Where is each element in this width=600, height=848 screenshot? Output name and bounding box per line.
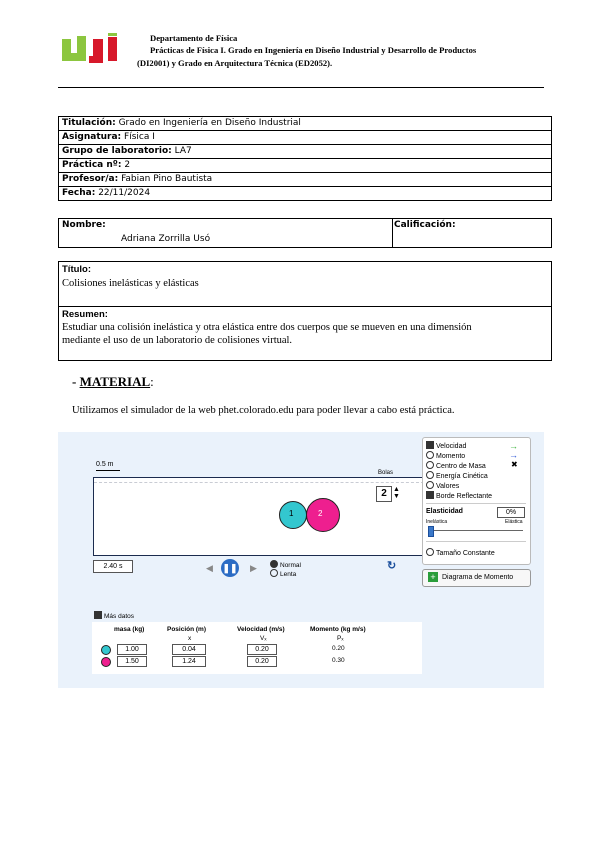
- momentum-arrow-icon: →: [509, 450, 518, 460]
- speed-normal[interactable]: Normal: [270, 560, 301, 569]
- row-profesor: Profesor/a: Fabian Pino Bautista: [59, 173, 551, 187]
- row-titulacion: Titulación: Grado en Ingeniería en Diseño Industrial: [59, 117, 551, 131]
- opt-kinetic[interactable]: Energía Cinética: [426, 471, 488, 481]
- speed-slow[interactable]: Lenta: [270, 569, 296, 578]
- row2-vel[interactable]: 0.20: [247, 656, 277, 667]
- elasticity-slider-thumb[interactable]: [428, 526, 434, 537]
- opt-momentum[interactable]: Momento: [426, 451, 465, 461]
- opt-reflecting[interactable]: Borde Reflectante: [426, 491, 492, 501]
- title-summary-box: [58, 261, 552, 361]
- elasticity-label: Elasticidad: [426, 508, 463, 515]
- simulator-screenshot: [58, 432, 544, 688]
- calificacion-label: Calificación:: [394, 220, 456, 230]
- center-mass-icon: ✖: [511, 460, 518, 469]
- course-title-line2: (DI2001) y Grado en Arquitectura Técnica (ED2052).: [137, 58, 333, 68]
- row2-mass[interactable]: 1.50: [117, 656, 147, 667]
- resumen-line2: mediante el uso de un laboratorio de colisiones virtual.: [62, 335, 293, 346]
- velocity-arrow-icon: →: [509, 441, 518, 451]
- info-table: [58, 116, 552, 201]
- row2-mom: 0.30: [332, 657, 345, 664]
- opt-velocity[interactable]: Velocidad: [426, 441, 466, 451]
- nombre-label: Nombre:: [62, 220, 106, 230]
- intro-text: Utilizamos el simulador de la web phet.colorado.edu para poder llevar a cabo está práctica.: [72, 405, 455, 416]
- more-data-toggle[interactable]: Más datos: [94, 611, 134, 620]
- data-table: masa (kg) Posición (m) Velocidad (m/s) Momento (kg m/s) x Vₓ Pₓ 1.00 0.04 0.20 0.20 1.50 1.24 0.20 0.30: [92, 622, 422, 674]
- plus-icon: +: [428, 572, 438, 582]
- elastic-label: Elástica: [505, 519, 523, 525]
- balls-label: Bolas: [378, 470, 394, 476]
- titulo-label: Título:: [62, 264, 92, 275]
- momentum-diagram-button[interactable]: + Diagrama de Momento: [422, 569, 531, 587]
- row1-ball-icon: [101, 645, 111, 655]
- student-name: Adriana Zorrilla Usó: [121, 234, 211, 244]
- ball-1[interactable]: 1: [279, 501, 307, 529]
- student-table: [58, 218, 552, 248]
- row2-pos[interactable]: 1.24: [172, 656, 206, 667]
- step-back-icon[interactable]: ◀︎: [206, 563, 213, 573]
- ruler-label: 0.5 m: [96, 461, 114, 468]
- material-heading: - MATERIAL:: [72, 374, 154, 389]
- row1-mass[interactable]: 1.00: [117, 644, 147, 655]
- row1-pos[interactable]: 0.04: [172, 644, 206, 655]
- opt-constant-size[interactable]: Tamaño Constante: [426, 548, 495, 558]
- opt-values[interactable]: Valores: [426, 481, 459, 491]
- row-grupo: Grupo de laboratorio: LA7: [59, 145, 551, 159]
- elasticity-value[interactable]: 0%: [497, 507, 525, 518]
- uji-logo: [62, 33, 132, 65]
- reset-icon[interactable]: ↻: [387, 560, 397, 572]
- row1-vel[interactable]: 0.20: [247, 644, 277, 655]
- row2-ball-icon: [101, 657, 111, 667]
- ruler[interactable]: [96, 470, 120, 471]
- ball-2[interactable]: 2: [306, 498, 340, 532]
- options-panel: [422, 437, 531, 565]
- row1-mom: 0.20: [332, 645, 345, 652]
- elasticity-slider[interactable]: [428, 530, 523, 531]
- pause-button[interactable]: ❚❚: [221, 559, 239, 577]
- opt-center-mass[interactable]: Centro de Masa: [426, 461, 486, 471]
- department-name: Departamento de Física: [150, 33, 238, 43]
- step-forward-icon[interactable]: ▶︎: [250, 563, 257, 573]
- balls-count[interactable]: 2: [376, 486, 392, 502]
- titulo-text: Colisiones inelásticas y elásticas: [62, 278, 199, 289]
- row-practica: Práctica nº: 2: [59, 159, 551, 173]
- inelastic-label: Inelástica: [426, 519, 448, 525]
- resumen-line1: Estudiar una colisión inelástica y otra elástica entre dos cuerpos que se mueven en una dimensión: [62, 322, 472, 333]
- header-divider: [58, 87, 544, 88]
- time-readout: 2.40 s: [93, 560, 133, 573]
- row-fecha: Fecha: 22/11/2024: [62, 188, 151, 198]
- row-asignatura: Asignatura: Física I: [59, 131, 551, 145]
- course-title-line1: Prácticas de Física I. Grado en Ingeniería en Diseño Industrial y Desarrollo de Productos: [150, 45, 477, 55]
- balls-stepper[interactable]: ▲ ▼: [393, 486, 400, 500]
- resumen-label: Resumen:: [62, 309, 108, 320]
